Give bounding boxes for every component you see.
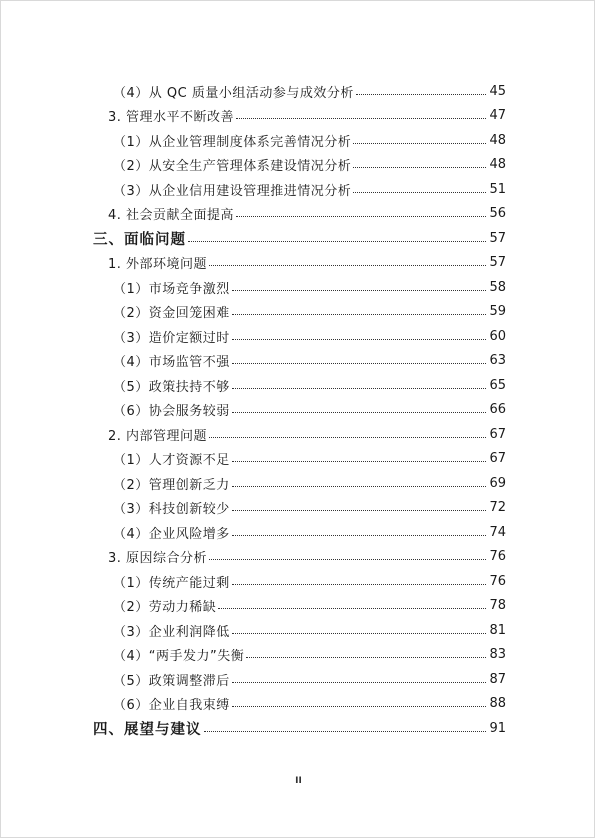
dot-leader [246,657,486,658]
toc-subsection-entry[interactable] [1,398,506,423]
dot-leader [232,633,486,634]
toc-entry-title: 3. 原因综合分析 [108,551,208,567]
toc-entry-title: （4）从 QC 质量小组活动参与成效分析 [113,85,354,101]
dot-leader [236,118,486,119]
toc-entry-title: （5）政策调整滞后 [113,673,230,689]
toc-chapter-entry[interactable] [1,716,506,741]
toc-entry-page-number: 58 [489,279,506,295]
toc-subsection-entry[interactable] [1,128,506,153]
toc-entry-title: 2. 内部管理问题 [108,428,208,444]
dot-leader [188,241,486,242]
toc-section-entry[interactable] [1,202,506,227]
toc-entry-title: （1）人才资源不足 [113,453,230,469]
toc-entry-title: （6）企业自我束缚 [113,698,230,714]
toc-entry-page-number: 78 [489,598,506,614]
dot-leader [232,486,486,487]
toc-entry-page-number: 72 [489,500,506,516]
toc-entry-page-number: 56 [489,206,506,222]
toc-entry-page-number: 57 [489,255,506,271]
toc-entry-title: （2）资金回笼困难 [113,306,230,322]
dot-leader [232,388,486,389]
toc-entry-title: （1）传统产能过剩 [113,575,230,591]
toc-entry-page-number: 74 [489,524,506,540]
table-of-contents [1,79,595,741]
toc-entry-page-number: 91 [489,720,506,736]
dot-leader [353,143,486,144]
dot-leader [209,265,486,266]
toc-section-entry[interactable] [1,104,506,129]
dot-leader [232,412,486,413]
page-number-footer: II [295,776,302,786]
toc-entry-page-number: 47 [489,108,506,124]
toc-entry-page-number: 76 [489,549,506,565]
toc-section-entry[interactable] [1,251,506,276]
dot-leader [218,608,486,609]
toc-subsection-entry[interactable] [1,618,506,643]
toc-entry-title: 四、展望与建议 [93,721,202,738]
toc-subsection-entry[interactable] [1,177,506,202]
dot-leader [232,314,486,315]
toc-subsection-entry[interactable] [1,153,506,178]
toc-subsection-entry[interactable] [1,324,506,349]
toc-entry-title: （3）从企业信用建设管理推进情况分析 [113,183,352,199]
toc-subsection-entry[interactable] [1,667,506,692]
dot-leader [204,731,487,732]
toc-entry-title: （2）管理创新乏力 [113,477,230,493]
toc-subsection-entry[interactable] [1,643,506,668]
toc-subsection-entry[interactable] [1,300,506,325]
toc-entry-page-number: 67 [489,426,506,442]
toc-entry-title: （1）从企业管理制度体系完善情况分析 [113,134,352,150]
toc-subsection-entry[interactable] [1,349,506,374]
toc-entry-title: （5）政策扶持不够 [113,379,230,395]
toc-subsection-entry[interactable] [1,569,506,594]
toc-entry-title: （3）科技创新较少 [113,502,230,518]
toc-subsection-entry[interactable] [1,496,506,521]
toc-entry-page-number: 60 [489,328,506,344]
toc-entry-title: （3）造价定额过时 [113,330,230,346]
toc-entry-title: （4）企业风险增多 [113,526,230,542]
toc-entry-title: （1）市场竞争激烈 [113,281,230,297]
toc-subsection-entry[interactable] [1,373,506,398]
dot-leader [232,339,486,340]
dot-leader [232,510,486,511]
toc-entry-page-number: 83 [489,647,506,663]
toc-chapter-entry[interactable] [1,226,506,251]
toc-entry-page-number: 51 [489,181,506,197]
dot-leader [209,559,486,560]
toc-entry-title: （6）协会服务较弱 [113,404,230,420]
toc-entry-title: （3）企业利润降低 [113,624,230,640]
dot-leader [232,706,486,707]
toc-subsection-entry[interactable] [1,692,506,717]
toc-subsection-entry[interactable] [1,447,506,472]
toc-entry-page-number: 67 [489,451,506,467]
toc-section-entry[interactable] [1,545,506,570]
toc-entry-title: （4）“两手发力”失衡 [113,649,245,665]
dot-leader [232,290,486,291]
dot-leader [232,584,486,585]
dot-leader [356,94,486,95]
toc-entry-title: （4）市场监管不强 [113,355,230,371]
toc-entry-page-number: 76 [489,573,506,589]
dot-leader [236,216,486,217]
toc-subsection-entry[interactable] [1,594,506,619]
toc-entry-page-number: 59 [489,304,506,320]
toc-entry-page-number: 48 [489,132,506,148]
toc-subsection-entry[interactable] [1,471,506,496]
dot-leader [353,192,486,193]
dot-leader [232,461,486,462]
toc-entry-page-number: 57 [489,230,506,246]
toc-entry-title: 3. 管理水平不断改善 [108,110,235,126]
toc-subsection-entry[interactable] [1,520,506,545]
toc-subsection-entry[interactable] [1,275,506,300]
toc-entry-title: 三、面临问题 [93,231,186,248]
dot-leader [232,535,486,536]
dot-leader [209,437,486,438]
toc-entry-title: （2）从安全生产管理体系建设情况分析 [113,159,352,175]
toc-entry-page-number: 87 [489,671,506,687]
toc-entry-page-number: 88 [489,696,506,712]
dot-leader [232,682,486,683]
dot-leader [232,363,486,364]
toc-section-entry[interactable] [1,422,506,447]
toc-entry-title: 1. 外部环境问题 [108,257,208,273]
toc-entry-page-number: 45 [489,83,506,99]
toc-entry-page-number: 65 [489,377,506,393]
toc-entry-title: （2）劳动力稀缺 [113,600,217,616]
dot-leader [353,167,486,168]
toc-entry-page-number: 81 [489,622,506,638]
toc-subsection-entry[interactable] [1,79,506,104]
toc-entry-page-number: 63 [489,353,506,369]
toc-entry-page-number: 66 [489,402,506,418]
toc-entry-page-number: 48 [489,157,506,173]
toc-entry-title: 4. 社会贡献全面提高 [108,208,235,224]
toc-entry-page-number: 69 [489,475,506,491]
